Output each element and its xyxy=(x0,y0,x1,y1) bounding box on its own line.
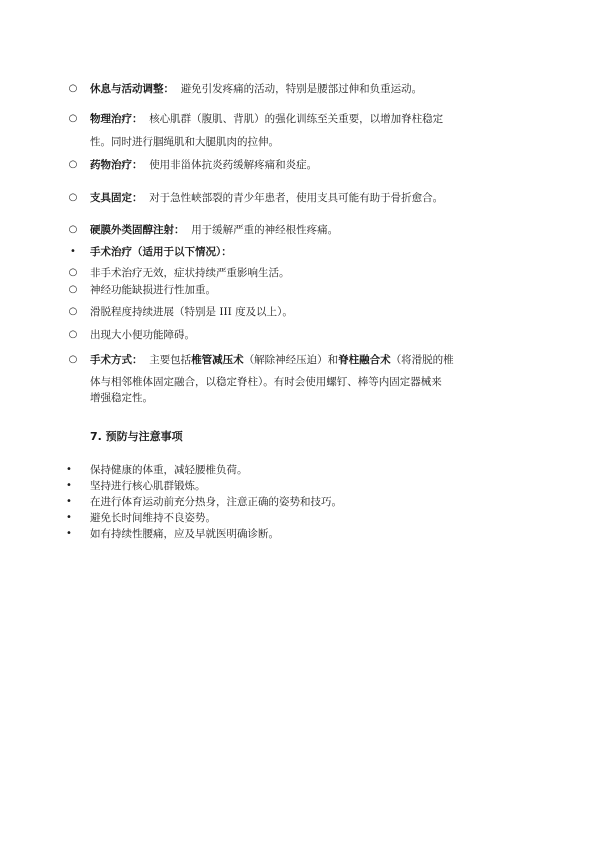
circle-bullet-icon: ○ xyxy=(68,267,78,278)
item-label: 物理治疗： xyxy=(90,113,143,125)
circle-bullet-icon: ○ xyxy=(68,329,78,340)
item-text: 神经功能缺损进行性加重。 xyxy=(90,284,216,296)
method-text: 体与相邻椎体固定融合，以稳定脊柱）。有时会使用螺钉、棒等内固定器械来 xyxy=(90,376,442,388)
disc-bullet-icon: • xyxy=(66,496,72,507)
circle-bullet-icon: ○ xyxy=(68,192,78,203)
item-text: 性。同时进行腘绳肌和大腿肌肉的拉伸。 xyxy=(90,136,279,148)
disc-bullet-icon: • xyxy=(66,480,72,491)
item-text: 避免引发疼痛的活动，特别是腰部过伸和负重运动。 xyxy=(180,83,423,95)
item-text: 使用非甾体抗炎药缓解疼痛和炎症。 xyxy=(149,159,318,171)
item-text: 坚持进行核心肌群锻炼。 xyxy=(90,480,206,492)
method-text: （解除神经压迫）和 xyxy=(243,354,339,366)
circle-bullet-icon: ○ xyxy=(68,159,78,170)
item-text: 用于缓解严重的神经根性疼痛。 xyxy=(191,224,339,236)
item-text: 避免长时间维持不良姿势。 xyxy=(90,512,216,524)
circle-bullet-icon: ○ xyxy=(68,224,78,235)
item-text: 非手术治疗无效，症状持续严重影响生活。 xyxy=(90,267,290,279)
method-label: 手术方式： xyxy=(90,354,143,366)
circle-bullet-icon: ○ xyxy=(68,83,78,94)
item-label: 支具固定： xyxy=(90,192,143,204)
method-term: 脊柱融合术 xyxy=(338,354,391,366)
item-text: 在进行体育运动前充分热身，注意正确的姿势和技巧。 xyxy=(90,496,342,508)
circle-bullet-icon: ○ xyxy=(68,306,78,317)
item-label: 药物治疗： xyxy=(90,159,143,171)
method-text: （将滑脱的椎 xyxy=(390,354,454,366)
item-label: 硬膜外类固醇注射： xyxy=(90,224,185,236)
method-term: 椎管减压术 xyxy=(191,354,244,366)
circle-bullet-icon: ○ xyxy=(68,113,78,124)
circle-bullet-icon: ○ xyxy=(68,284,78,295)
circle-bullet-icon: ○ xyxy=(68,354,78,365)
surgery-label: 手术治疗（适用于以下情况）： xyxy=(90,246,232,258)
item-text: 对于急性峡部裂的青少年患者，使用支具可能有助于骨折愈合。 xyxy=(149,192,444,204)
item-text: 核心肌群（腹肌、背肌）的强化训练至关重要，以增加脊柱稳定 xyxy=(149,113,444,125)
disc-bullet-icon: • xyxy=(66,464,72,475)
disc-bullet-icon: • xyxy=(66,528,72,539)
method-text: 增强稳定性。 xyxy=(90,392,153,404)
method-text: 主要包括 xyxy=(149,354,192,366)
item-text: 滑脱程度持续进展（特别是 III 度及以上）。 xyxy=(90,306,293,318)
disc-bullet-icon: • xyxy=(66,512,72,523)
item-text: 出现大小便功能障碍。 xyxy=(90,329,195,341)
section-heading: 7. 预防与注意事项 xyxy=(90,430,183,443)
item-text: 保持健康的体重，减轻腰椎负荷。 xyxy=(90,464,248,476)
item-label: 休息与活动调整： xyxy=(90,83,174,95)
item-text: 如有持续性腰痛，应及早就医明确诊断。 xyxy=(90,528,279,540)
disc-bullet-icon: • xyxy=(70,246,76,257)
